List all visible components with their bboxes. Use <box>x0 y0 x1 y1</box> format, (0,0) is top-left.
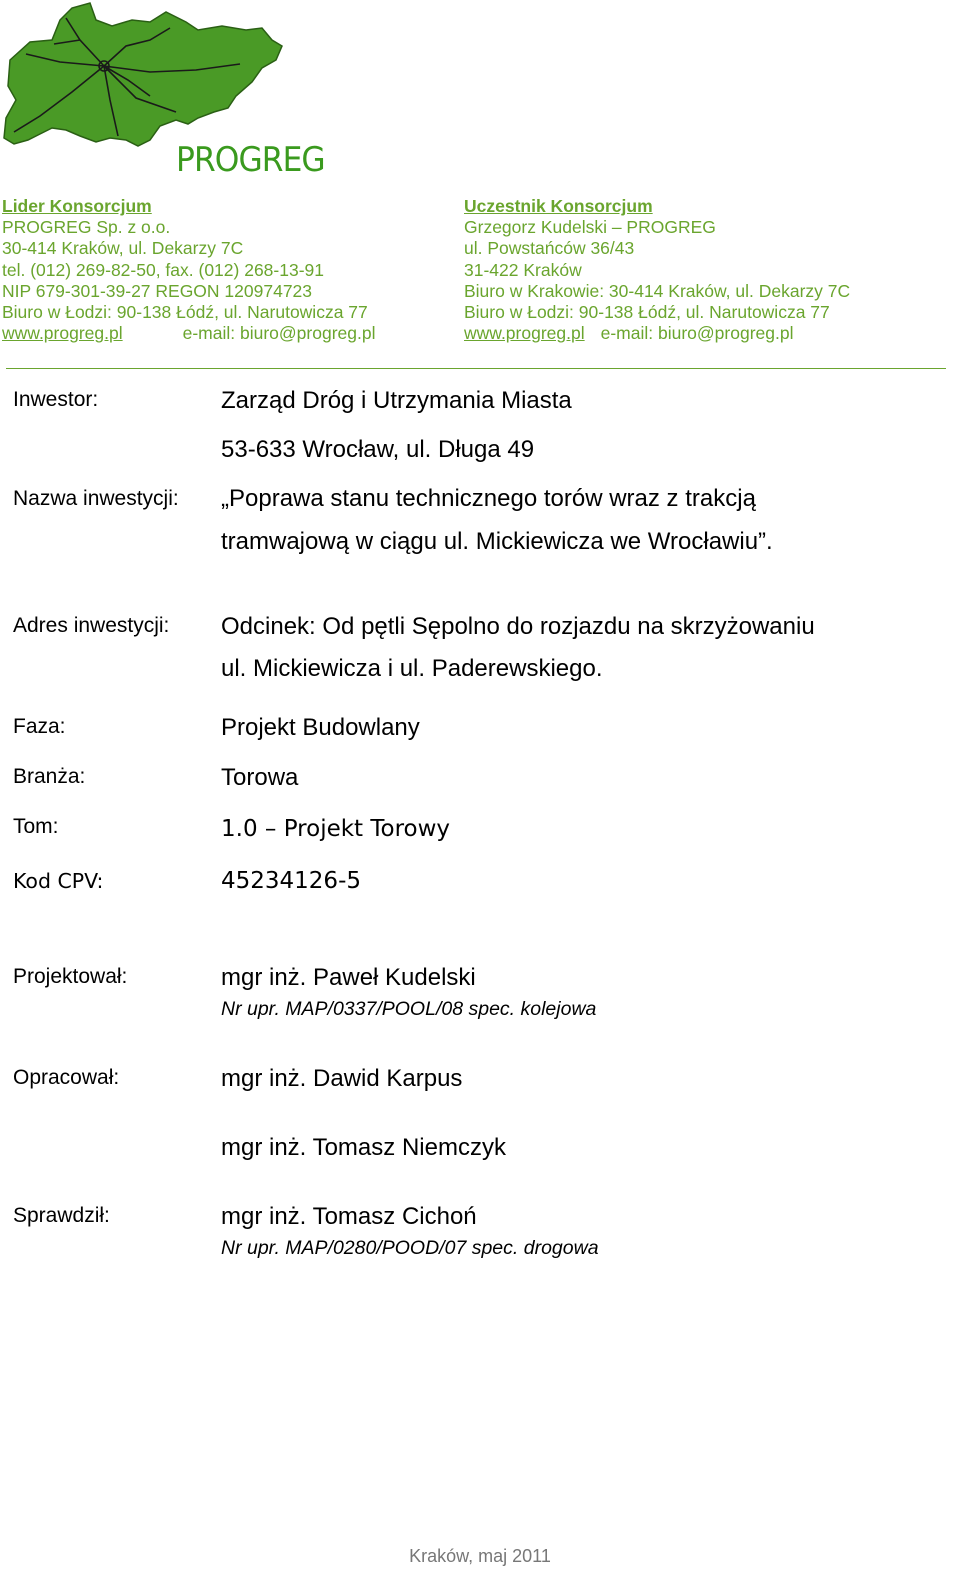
logo-wordmark: PROGREG <box>176 140 325 180</box>
lead-email: e-mail: biuro@progreg.pl <box>182 323 376 344</box>
member-heading: Uczestnik Konsorcjum <box>464 196 653 216</box>
member-email: e-mail: biuro@progreg.pl <box>600 323 794 344</box>
designed-label: Projektował: <box>13 965 128 988</box>
branch-label: Branża: <box>13 765 86 788</box>
lead-line: tel. (012) 269-82-50, fax. (012) 268-13-91 <box>2 259 324 280</box>
investment-address-line: ul. Mickiewicza i ul. Paderewskiego. <box>221 655 603 682</box>
investment-address-line: Odcinek: Od pętli Sępolno do rozjazdu na skrzyżowaniu <box>221 613 815 640</box>
designed-license: Nr upr. MAP/0337/POOL/08 spec. kolejowa <box>221 998 597 1020</box>
member-line: ul. Powstańców 36/43 <box>464 238 635 259</box>
member-line: Biuro w Krakowie: 30-414 Kraków, ul. Dekarzy 7C <box>464 280 851 301</box>
volume-value: 1.0 – Projekt Torowy <box>221 816 451 842</box>
investor-name: Zarząd Dróg i Utrzymania Miasta <box>221 387 572 414</box>
header-divider <box>6 368 946 369</box>
lead-heading: Lider Konsorcjum <box>2 196 152 216</box>
phase-value: Projekt Budowlany <box>221 714 420 741</box>
member-line: 31-422 Kraków <box>464 259 582 280</box>
lead-line: 30-414 Kraków, ul. Dekarzy 7C <box>2 238 244 259</box>
member-line: Biuro w Łodzi: 90-138 Łódź, ul. Narutowicza 77 <box>464 302 830 323</box>
cpv-label: Kod CPV: <box>13 869 104 893</box>
prepared-name: mgr inż. Dawid Karpus <box>221 1065 463 1092</box>
lead-line: NIP 679-301-39-27 REGON 120974723 <box>2 280 313 301</box>
investor-address: 53-633 Wrocław, ul. Długa 49 <box>221 436 535 463</box>
volume-label: Tom: <box>13 815 59 838</box>
phase-label: Faza: <box>13 715 66 738</box>
investment-address-label: Adres inwestycji: <box>13 614 170 637</box>
lead-line: PROGREG Sp. z o.o. <box>2 217 171 238</box>
branch-value: Torowa <box>221 764 299 791</box>
footer-place-date: Kraków, maj 2011 <box>409 1546 551 1566</box>
investment-name-label: Nazwa inwestycji: <box>13 487 179 510</box>
designed-name: mgr inż. Paweł Kudelski <box>221 964 476 991</box>
member-contact-block <box>464 196 850 344</box>
prepared-name: mgr inż. Tomasz Niemczyk <box>221 1134 506 1161</box>
checked-license: Nr upr. MAP/0280/POOD/07 spec. drogowa <box>221 1237 599 1259</box>
lead-line: Biuro w Łodzi: 90-138 Łódź, ul. Narutowicza 77 <box>2 302 368 323</box>
investment-name-line: „Poprawa stanu technicznego torów wraz z trakcją <box>221 485 756 512</box>
logo-map-icon <box>0 0 318 150</box>
investment-name-line: tramwajową w ciągu ul. Mickiewicza we Wrocławiu”. <box>221 528 773 555</box>
checked-label: Sprawdził: <box>13 1204 110 1227</box>
lead-website-link[interactable]: www.progreg.pl <box>2 323 123 344</box>
checked-name: mgr inż. Tomasz Cichoń <box>221 1203 477 1230</box>
member-website-link[interactable]: www.progreg.pl <box>464 323 585 344</box>
member-line: Grzegorz Kudelski – PROGREG <box>464 217 716 238</box>
investor-label: Inwestor: <box>13 388 99 411</box>
cpv-value: 45234126-5 <box>221 868 361 894</box>
prepared-label: Opracował: <box>13 1066 120 1089</box>
lead-contact-block <box>2 196 375 344</box>
